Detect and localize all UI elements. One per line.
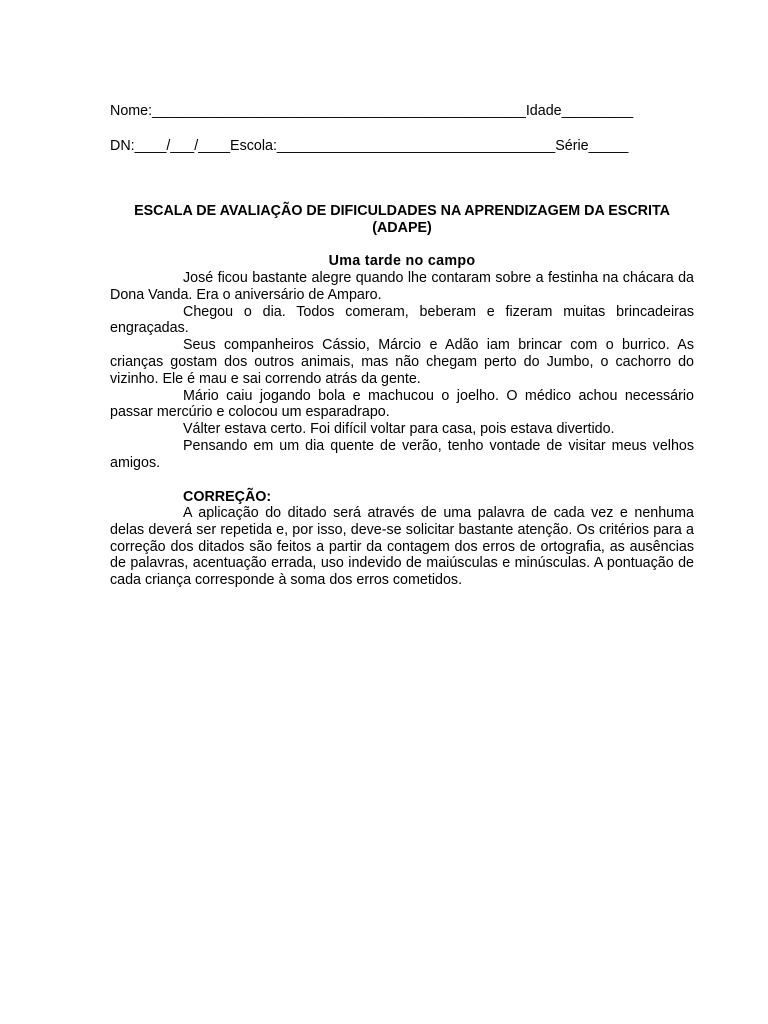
correcao-paragraph: A aplicação do ditado será através de uma palavra de cada vez e nenhuma delas deverá ser repetida e, por isso, deve-se solicitar bastante atenção. Os critérios para a correção dos ditados são feitos a partir da contagem dos erros de ortografia, as ausências de palavras, acentuação errada, uso indevido de maiúsculas e minúsculas. A pontuação de cada criança corresponde à soma dos erros cometidos. (110, 505, 694, 589)
story-paragraph: Chegou o dia. Todos comeram, beberam e fizeram muitas brincadeiras engraçadas. (110, 303, 694, 337)
nome-idade-line: Nome:_______________________________________________Idade_________ (110, 103, 634, 119)
dn-escola-serie-line: DN:____/___/____Escola:___________________________________Série_____ (110, 138, 629, 154)
story-title: Uma tarde no campo (328, 253, 476, 269)
story-paragraph: Pensando em um dia quente de verão, tenho vontade de visitar meus velhos amigos. (110, 437, 694, 471)
story-paragraph: Mário caiu jogando bola e machucou o joelho. O médico achou necessário passar mercúrio e colocou um esparadrapo. (110, 387, 694, 421)
story-paragraph: José ficou bastante alegre quando lhe contaram sobre a festinha na chácara da Dona Vanda. Era o aniversário de Amparo. (110, 270, 694, 303)
correcao-heading: CORREÇÃO: (183, 489, 272, 505)
story-paragraph: Seus companheiros Cássio, Márcio e Adão iam brincar com o burrico. As crianças gostam dos outros animais, mas não chegam perto do Jumbo, o cachorro do vizinho. Ele é mau e sai correndo atrás da gente. (110, 337, 694, 387)
story-text (110, 270, 694, 472)
correcao-text (110, 505, 694, 589)
story-paragraph: Válter estava certo. Foi difícil voltar para casa, pois estava divertido. (183, 421, 615, 438)
document-title: ESCALA DE AVALIAÇÃO DE DIFICULDADES NA APRENDIZAGEM DA ESCRITA (ADAPE) (134, 203, 670, 236)
